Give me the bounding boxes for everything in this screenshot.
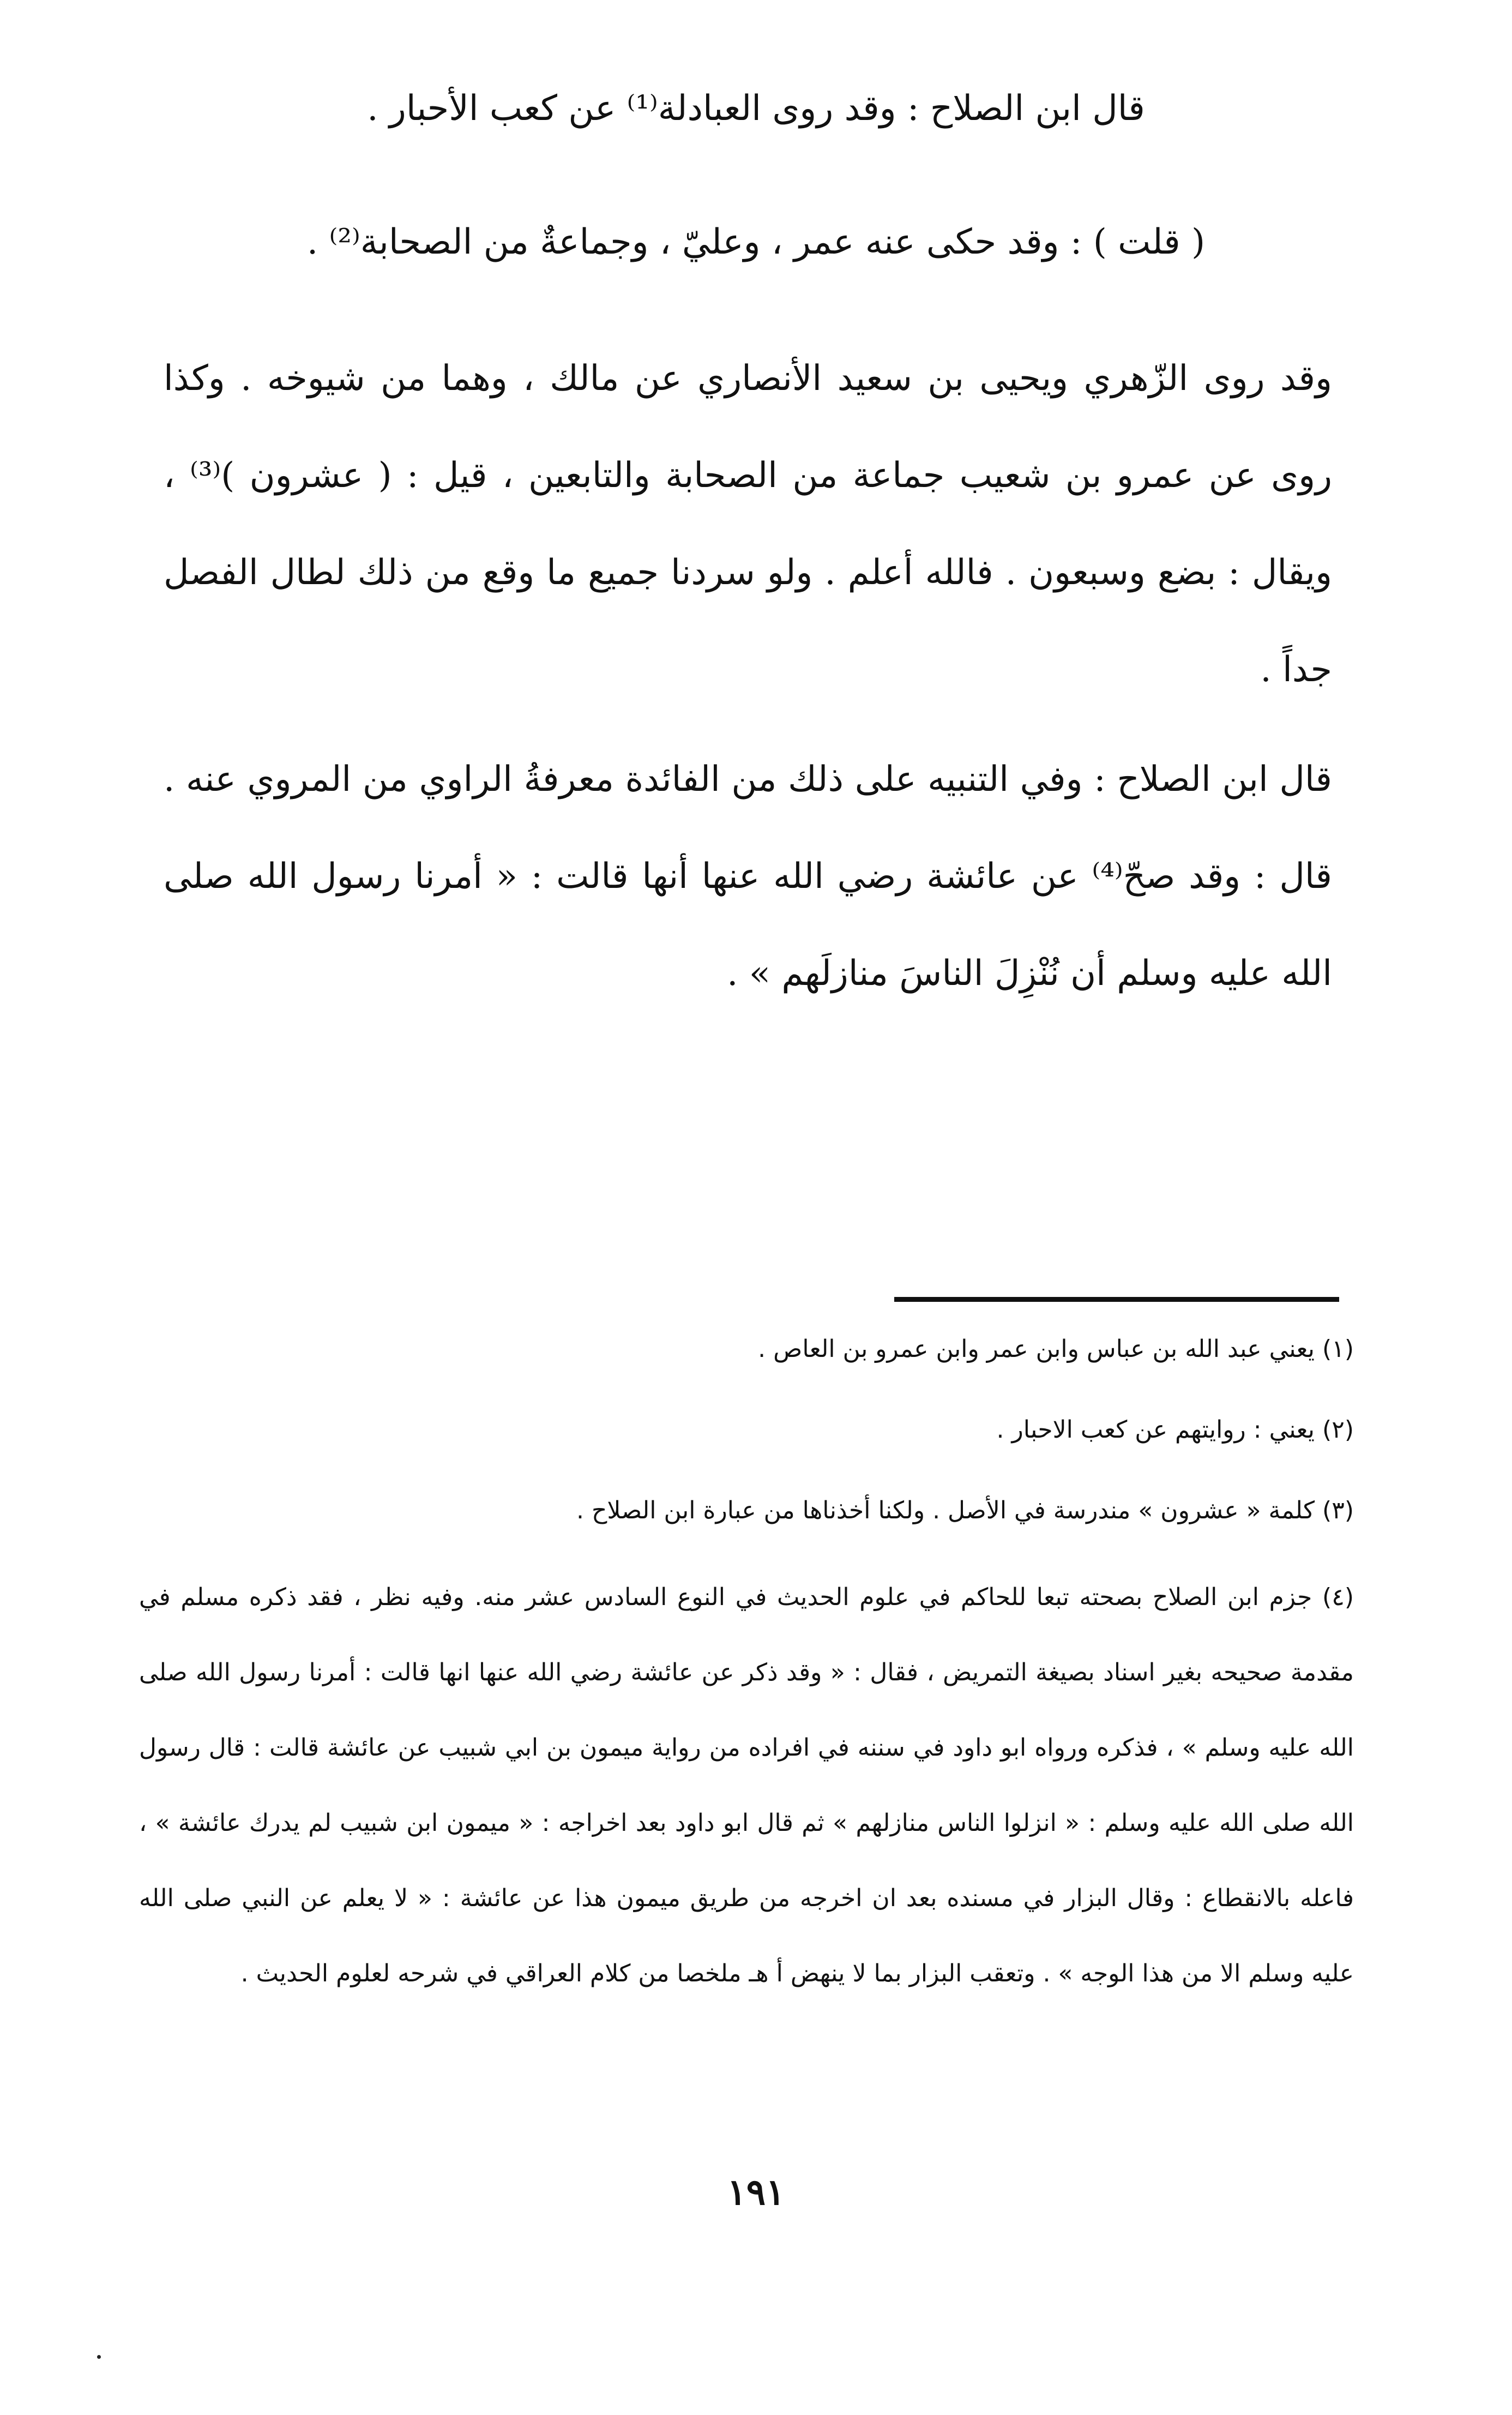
paragraph-3: وقد روى الزّهري ويحيى بن سعيد الأنصاري عن مالك ، وهما من شيوخه . وكذا روى عن عمرو بن شعيب جماعة من الصحابة والتابعين ، قيل : ( عشرون )⁽³⁾ ، ويقال : بضع وسبعون . فالله أعلم . ولو سردنا جميع ما وقع من ذلك لطال الفصل جداً . — [164, 358, 1333, 690]
scan-speck — [97, 2355, 101, 2359]
footnote-2: (٢) يعني : روايتهم عن كعب الاحبار . — [996, 1416, 1354, 1444]
footnote-1: (١) يعني عبد الله بن عباس وابن عمر وابن عمرو بن العاص . — [758, 1335, 1354, 1363]
footnote-4: (٤) جزم ابن الصلاح بصحته تبعا للحاكم في علوم الحديث في النوع السادس عشر منه. وفيه نظر ، فقد ذكره مسلم في مقدمة صحيحه بغير اسناد بصيغة التمريض ، فقال : « وقد ذكر عن عائشة رضي الله عنها انها قالت : أمرنا رسول الله صلى الله عليه وسلم » ، فذكره ورواه ابو داود في سننه في افراده من رواية ميمون بن ابي شبيب عن عائشة قالت : قال رسول الله صلى الله عليه وسلم : « انزلوا الناس منازلهم » ثم قال ابو داود بعد اخراجه : « ميمون ابن شبيب لم يدرك عائشة » ، فاعله بالانقطاع : وقال البزار في مسنده بعد ان اخرجه من طريق ميمون هذا عن عائشة : « لا يعلم عن النبي صلى الله عليه وسلم الا من هذا الوجه » . وتعقب البزار بما لا ينهض أ هـ ملخصا من كلام العراقي في شرحه لعلوم الحديث . — [139, 1583, 1354, 1987]
paragraph-1: قال ابن الصلاح : وقد روى العبادلة⁽¹⁾ عن كعب الأحبار . — [367, 88, 1145, 129]
footnote-3: (٣) كلمة « عشرون » مندرسة في الأصل . ولكنا أخذناها من عبارة ابن الصلاح . — [576, 1497, 1354, 1524]
page-number: ١٩١ — [727, 2171, 785, 2213]
footnote-divider — [894, 1297, 1339, 1302]
paragraph-2: ( قلت ) : وقد حكى عنه عمر ، وعليّ ، وجماعةٌ من الصحابة⁽²⁾ . — [306, 222, 1206, 262]
paragraph-4: قال ابن الصلاح : وفي التنبيه على ذلك من الفائدة معرفةُ الراوي من المروي عنه . قال : وقد صحّ⁽⁴⁾ عن عائشة رضي الله عنها أنها قالت : « أمرنا رسول الله صلى الله عليه وسلم أن نُنْزِلَ الناسَ منازلَهم » . — [164, 759, 1333, 994]
